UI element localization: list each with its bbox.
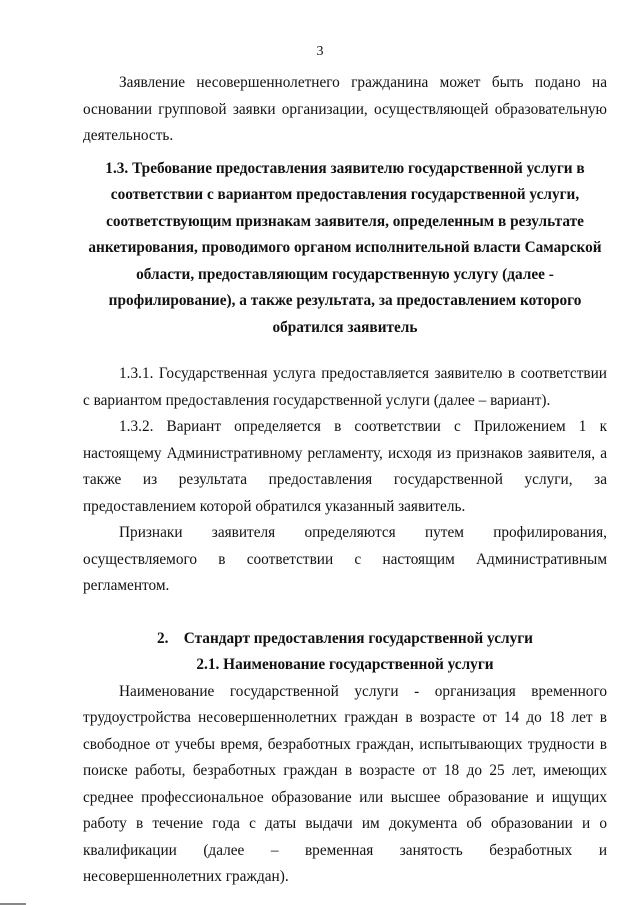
signs-word-4: путем: [424, 524, 464, 541]
signs-paragraph-first-line: [83, 520, 607, 547]
paragraph-1-3-2: 1.3.2. Вариант определяется в соответствии с Приложением 1 к настоящему Административному регламенту, исходя из признаков заявителя, а также из результата предоставления государственной услуги, за предоставлением которой обратился указанный заявитель.: [83, 418, 607, 515]
paragraph-2-1: Наименование государственной услуги - организация временного трудоустройства несовершеннолетних граждан в возрасте от 14 до 18 лет в свободное от учебы время, безработных граждан, испытывающих трудности в поиске работы, безработных граждан в возрасте от 18 до 25 лет, имеющих среднее профессиональное образование или высшее образование и ищущих работу в течение года с даты выдачи им документа об образовании и о квалификации (далее – временная занятость безработных и несовершеннолетних граждан).: [83, 682, 607, 885]
signs-paragraph-rest: осуществляемого в соответствии с настоящим Административным регламентом.: [83, 550, 607, 594]
signs-word-5: профилирования,: [493, 524, 607, 541]
intro-paragraph: Заявление несовершеннолетнего гражданина может быть подано на основании групповой заявки организации, осуществляющей образовательную деятельность.: [83, 74, 607, 144]
paragraph-1-3-1: 1.3.1. Государственная услуга предоставляется заявителю в соответствии с вариантом предоставления государственной услуги (далее – вариант).: [83, 365, 607, 409]
document-body: [83, 70, 607, 891]
page-number: 3: [316, 44, 324, 59]
heading-2-1: 2.1. Наименование государственной услуги: [196, 656, 494, 673]
heading-1-3: 1.3. Требование предоставления заявителю государственной услуги в соответствии с вариантом предоставления государственной услуги, соответствующим признакам заявителя, определенным в результате анкетирования, проводимого органом исполнительной власти Самарской области, предоставляющим государственную услугу (далее - профилирование), а также результата, за предоставлением которого обратился заявитель: [88, 159, 602, 336]
signs-word-2: заявителя: [211, 524, 276, 541]
signs-word-3: определяются: [304, 524, 396, 541]
signs-word-1: Признаки: [119, 524, 183, 541]
section-2-title: 2. Стандарт предоставления государственной услуги: [156, 629, 533, 647]
